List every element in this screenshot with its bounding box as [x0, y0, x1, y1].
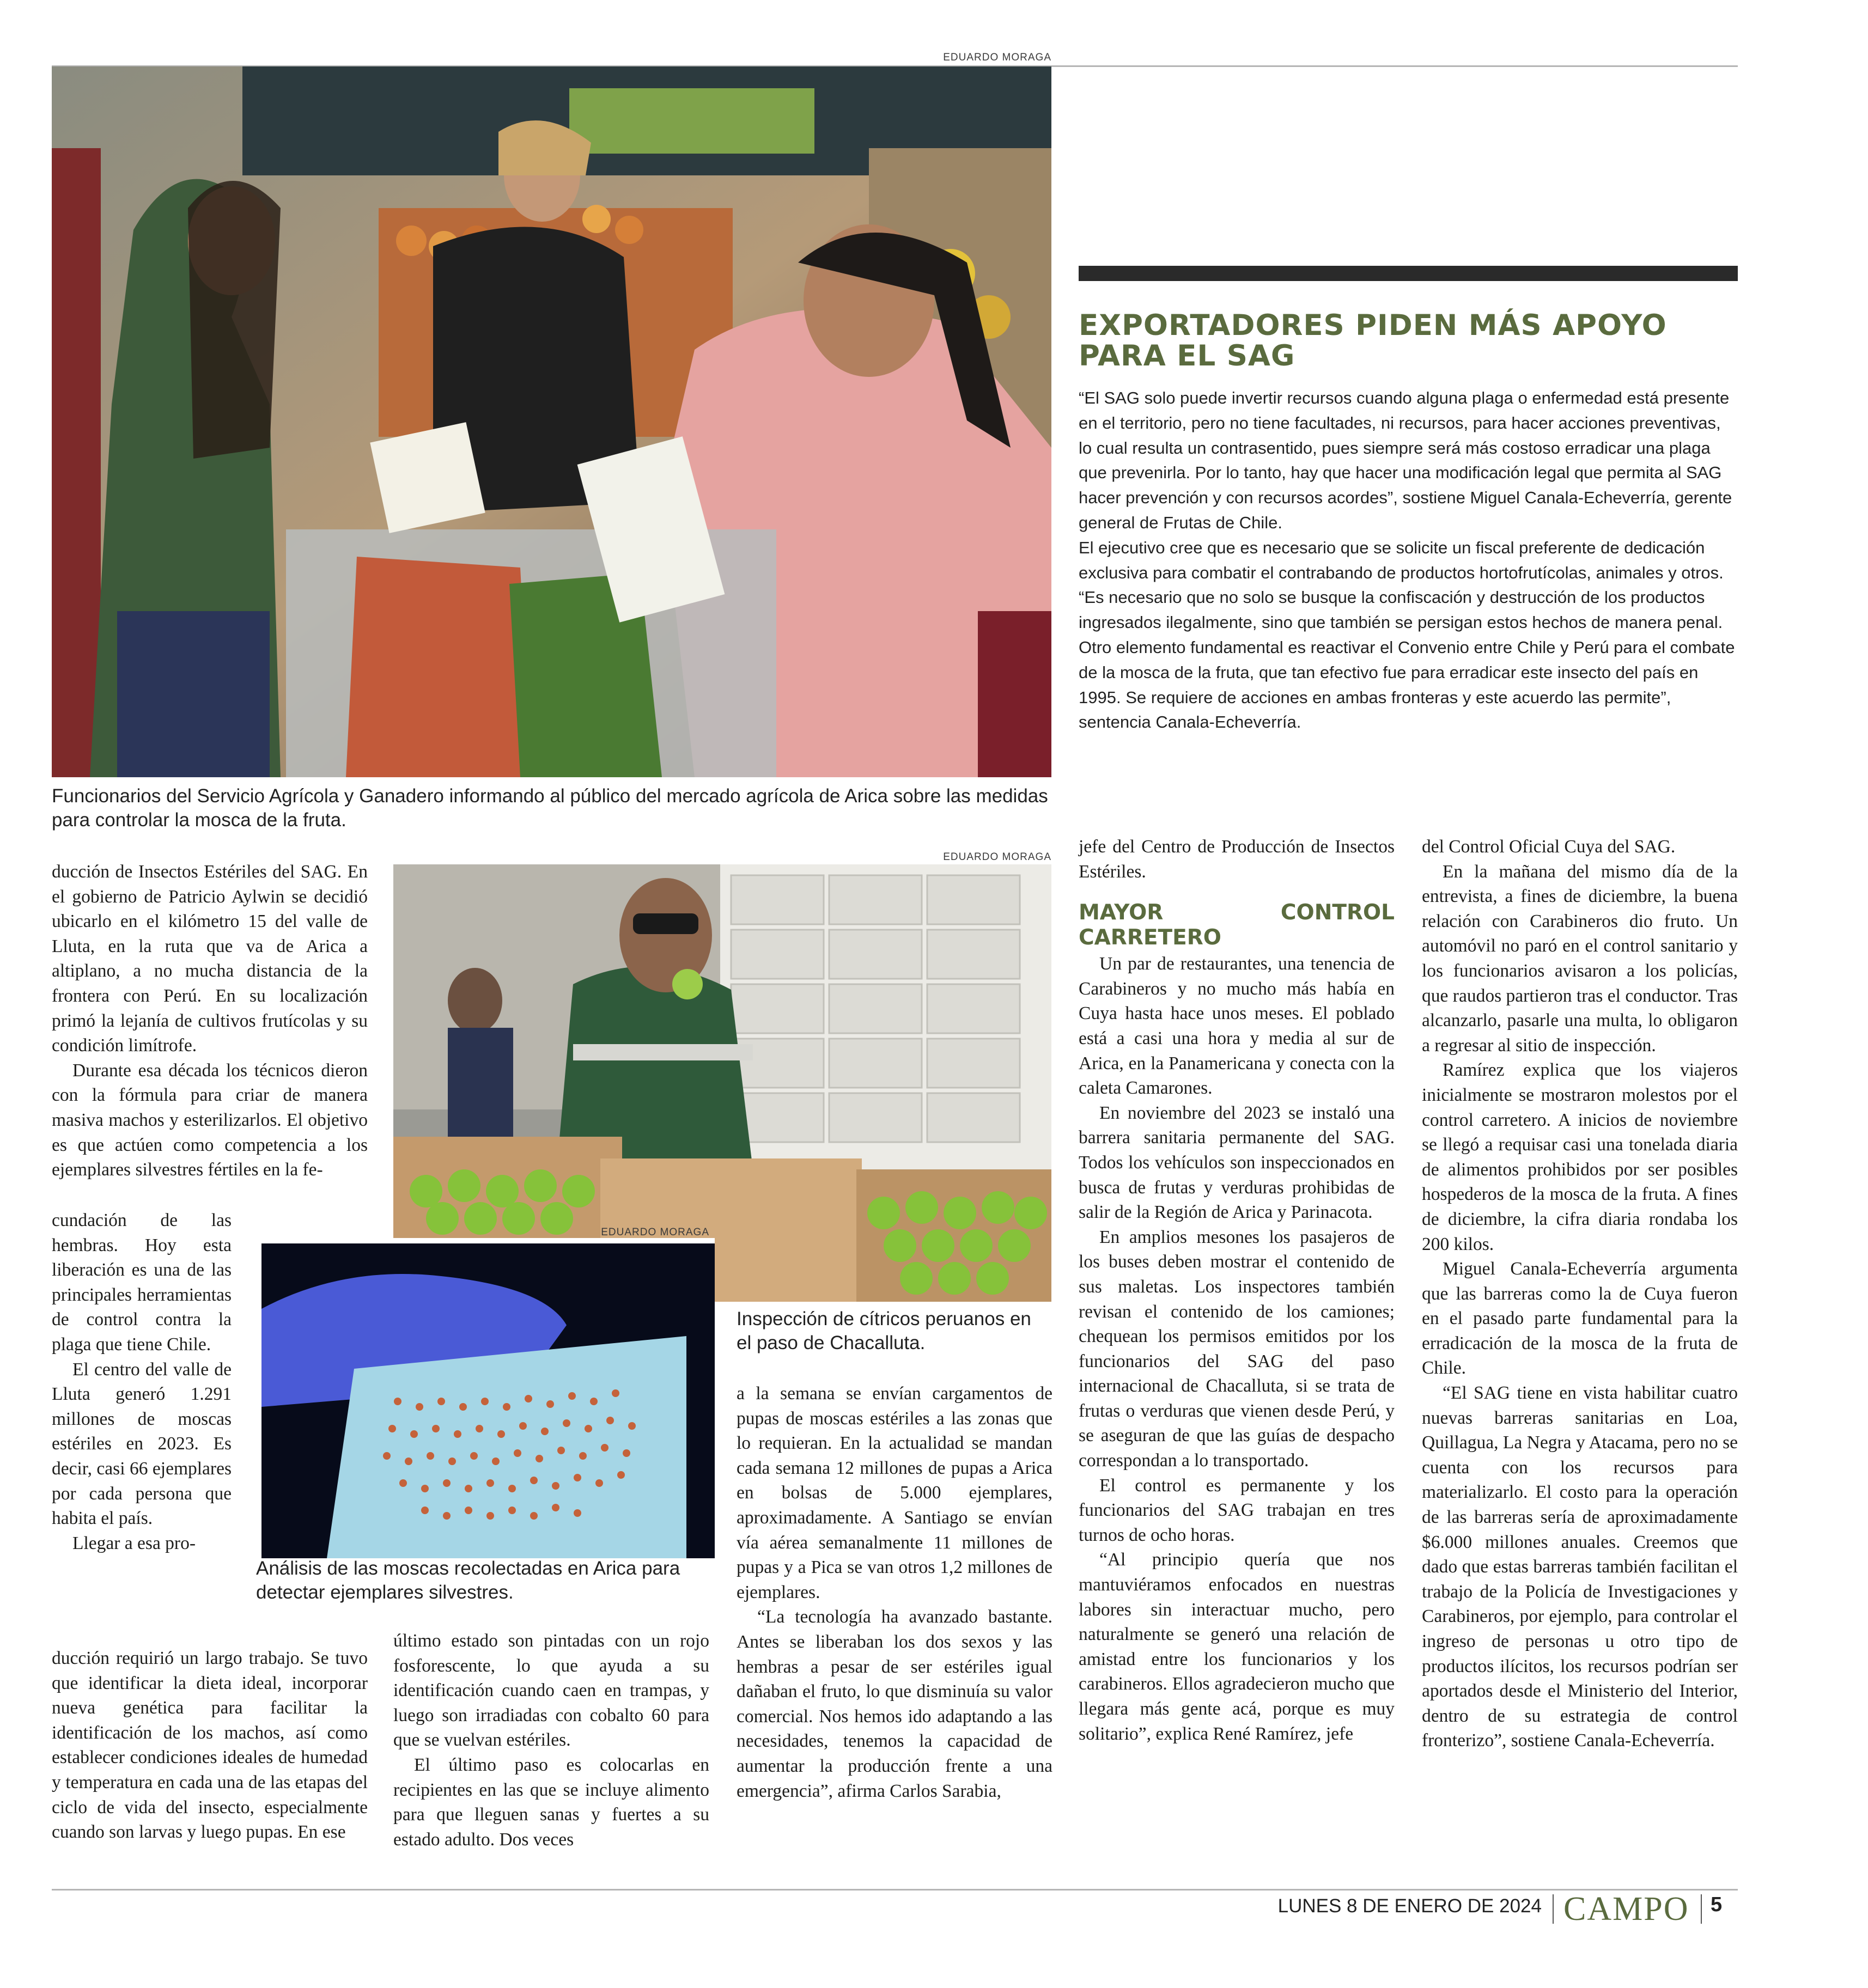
column-1-narrow: [52, 1208, 232, 1556]
paragraph: El control es permanente y los funcionarios del SAG trabajan en tres turnos de ocho horas.: [1079, 1475, 1395, 1545]
paragraph: En noviembre del 2023 se instaló una barrera sanitaria permanente del SAG. Todos los vehículos son inspeccionados en busca de frutas y verduras prohibidas de salir de la Región de Arica y Parinacota.: [1079, 1102, 1395, 1223]
paragraph: Ramírez explica que los viajeros inicialmente se mostraron molestos por el control carretero. A inicios de noviembre se llegó a requisar casi una tonelada diaria de alimentos prohibidos por ser posibles hospederos de la mosca de la fruta. A fines de diciembre, la cifra diaria rondaba los 200 kilos.: [1422, 1060, 1738, 1254]
paragraph: ducción de Insectos Estériles del SAG. En el gobierno de Patricio Aylwin se decidió ubicarlo en el kilómetro 15 del valle de Lluta, en la ruta que va de Arica a altiplano, a no mucha distancia de la frontera con Perú. En su localización primó la lejanía de cultivos frutícolas y su condición limítrofe.: [52, 862, 368, 1056]
sidebar-body: [1079, 386, 1738, 735]
paragraph: Llegar a esa pro-: [72, 1533, 196, 1553]
flies-photo: [256, 1238, 715, 1558]
paragraph: último estado son pintadas con un rojo fosforescente, lo que ayuda a su identificación cuando caen en trampas, y luego son irradiadas con cobalto 60 para que se vuelvan estériles.: [393, 1631, 709, 1751]
paragraph: Un par de restaurantes, una tenencia de Carabineros y no mucho más había en Cuya hasta hace unos meses. El poblado está a casi una hora y media al sur de Arica, en la Panamericana y conecta con la caleta Camarones.: [1079, 954, 1395, 1099]
photo-credit-inspection: EDUARDO MORAGA: [943, 851, 1051, 863]
sidebar-top-bar: [1079, 266, 1738, 281]
footer-rule: [52, 1889, 1738, 1891]
photo-credit-flies: EDUARDO MORAGA: [601, 1227, 709, 1238]
paragraph: “El SAG tiene en vista habilitar cuatro nuevas barreras sanitarias en Loa, Quillagua, La Negra y Atacama, pero no se cuenta con los recursos para materializarlo. El costo para la operación de las barreras sería de aproximadamente $6.000 millones anuales. Creemos que dado que estas barreras también facilitan el trabajo de la Policía de Investigaciones y Carabineros, por ejemplo, para controlar el ingreso de personas u otro tipo de productos ilícitos, los recursos podrían ser aportados desde el Ministerio del Interior, dentro de su estrategia de control fronterizo”, sostiene Canala-Echeverría.: [1422, 1383, 1738, 1751]
caption-inspection: Inspección de cítricos peruanos en el paso de Chacalluta.: [737, 1308, 1031, 1353]
column-4: [1079, 834, 1395, 1746]
footer-divider-2: [1701, 1894, 1702, 1924]
paragraph: El centro del valle de Lluta generó 1.291 millones de moscas estériles en 2023. Es decir, casi 66 ejemplares por cada persona que habita el país.: [52, 1359, 232, 1529]
sidebar-paragraph: “El SAG solo puede invertir recursos cuando alguna plaga o enfermedad está presente en el territorio, pero no tiene facultades, ni recursos, para hacer acciones preventivas, lo cual resulta un contrasentido, pues siempre será más costoso erradicar una plaga que prevenirla. Por lo tanto, hay que hacer una modificación legal que permita al SAG hacer prevención y con recursos acordes”, sostiene Miguel Canala-Echeverría, gerente general de Frutas de Chile.: [1079, 388, 1732, 532]
sterile-flies-illustration: [261, 1243, 715, 1558]
column-5: [1422, 834, 1738, 1753]
market-scene-illustration: [52, 66, 1051, 777]
paragraph: “La tecnología ha avanzado bastante. Antes se liberaban los dos sexos y las hembras a pesar de ser estériles igual dañaban el fruto, lo que disminuía su valor comercial. Nos hemos ido adaptando a las necesidades, tenemos la capacidad de aumentar la producción frente a una emergencia”, afirma Carlos Sarabia,: [737, 1607, 1052, 1801]
paragraph: Durante esa década los técnicos dieron con la fórmula para criar de manera masiva machos y esterilizarlos. El objetivo es que actúen como competencia a los ejemplares silvestres fértiles en la fe-: [52, 1060, 368, 1180]
column-1-bottom: [52, 1646, 368, 1845]
caption-main: Funcionarios del Servicio Agrícola y Ganadero informando al público del mercado agrícola de Arica sobre las medidas para controlar la mosca de la fruta.: [52, 785, 1048, 831]
sidebar-paragraph: El ejecutivo cree que es necesario que se solicite un fiscal preferente de dedicación exclusiva para combatir el contrabando de productos hortofrutícolas, animales y otros.: [1079, 538, 1724, 582]
paragraph: jefe del Centro de Producción de Insectos Estériles.: [1079, 837, 1395, 882]
paragraph: Miguel Canala-Echeverría argumenta que las barreras como la de Cuya fueron en el pasado parte fundamental para la erradicación de la mosca de la fruta de Chile.: [1422, 1259, 1738, 1379]
footer-date: LUNES 8 DE ENERO DE 2024: [1277, 1895, 1542, 1917]
paragraph: En la mañana del mismo día de la entrevista, a fines de diciembre, la buena relación con Carabineros dio fruto. Un automóvil no paró en el control sanitario y los funcionarios avisaron a los policías, que raudos partieron tras el conductor. Tras alcanzarlo, pasarle una multa, lo obligaron a regresar al sitio de inspección.: [1422, 861, 1738, 1056]
paragraph: a la semana se envían cargamentos de pupas de moscas estériles a las zonas que lo requieran. En la actualidad se mandan cada semana 12 millones de pupas a Arica en bolsas de 5.000 ejemplares, aproximadamente. A Santiago se envían vía aérea semanalmente 11 millones de pupas y a Pica se van otros 1,2 millones de ejemplares.: [737, 1383, 1052, 1602]
page-number: 5: [1711, 1893, 1723, 1916]
column-3: [737, 1381, 1052, 1803]
footer-divider: [1553, 1894, 1554, 1924]
paragraph: ducción requirió un largo trabajo. Se tuvo que identificar la dieta ideal, incorporar nueva genética para facilitar la identificación de los machos, así como establecer condiciones ideales de humedad y temperatura en cada una de las etapas del ciclo de vida del insecto, especialmente cuando son larvas y luego pupas. En ese: [52, 1648, 368, 1843]
footer-section: CAMPO: [1563, 1891, 1689, 1928]
market-photo: [52, 66, 1051, 777]
paragraph: El último paso es colocarlas en recipientes en las que se incluye alimento para que lleguen sanas y fuertes a su estado adulto. Dos veces: [393, 1754, 709, 1850]
sidebar-title: EXPORTADORES PIDEN MÁS APOYO PARA EL SAG: [1079, 309, 1667, 373]
column-1-top: [52, 859, 368, 1182]
paragraph: “Al principio quería que nos mantuviéramos enfocados en nuestras labores sin interactuar mucho, pero naturalmente se generó una relación de amistad entre los funcionarios y los carabineros. Ellos agradecieron mucho que llegara más gente acá, porque es muy solitario”, explica René Ramírez, jefe: [1079, 1550, 1395, 1744]
paragraph: del Control Oficial Cuya del SAG.: [1422, 837, 1676, 857]
sidebar-paragraph: “Es necesario que no solo se busque la confiscación y destrucción de los productos ingresados ilegalmente, sino que también se persigan estos hechos de manera penal. Otro elemento fundamental es reactivar el Convenio entre Chile y Perú para el combate de la mosca de la fruta, que tan efectivo fue para erradicar este insecto del país en 1995. Se requiere de acciones en ambas fronteras y este acuerdo las permite”, sentencia Canala-Echeverría.: [1079, 588, 1735, 732]
column-2: [393, 1629, 709, 1852]
subheading-mayor-control: MAYOR CONTROL CARRETERO: [1079, 900, 1395, 950]
paragraph: cundación de las hembras. Hoy esta liberación es una de las principales herramientas de control contra la plaga que tiene Chile.: [52, 1210, 232, 1355]
paragraph: En amplios mesones los pasajeros de los buses deben mostrar el contenido de sus maletas. Los inspectores también revisan el contenido de los camiones; chequean los permisos emitidos por los funcionarios del SAG del paso internacional de Chacalluta, si se trata de frutas o verduras que vienen desde Perú, y se aseguran de que las guías de despacho correspondan a lo transportado.: [1079, 1227, 1395, 1471]
caption-flies: Análisis de las moscas recolectadas en Arica para detectar ejemplares silvestres.: [256, 1558, 680, 1603]
photo-credit-main: EDUARDO MORAGA: [943, 52, 1051, 63]
